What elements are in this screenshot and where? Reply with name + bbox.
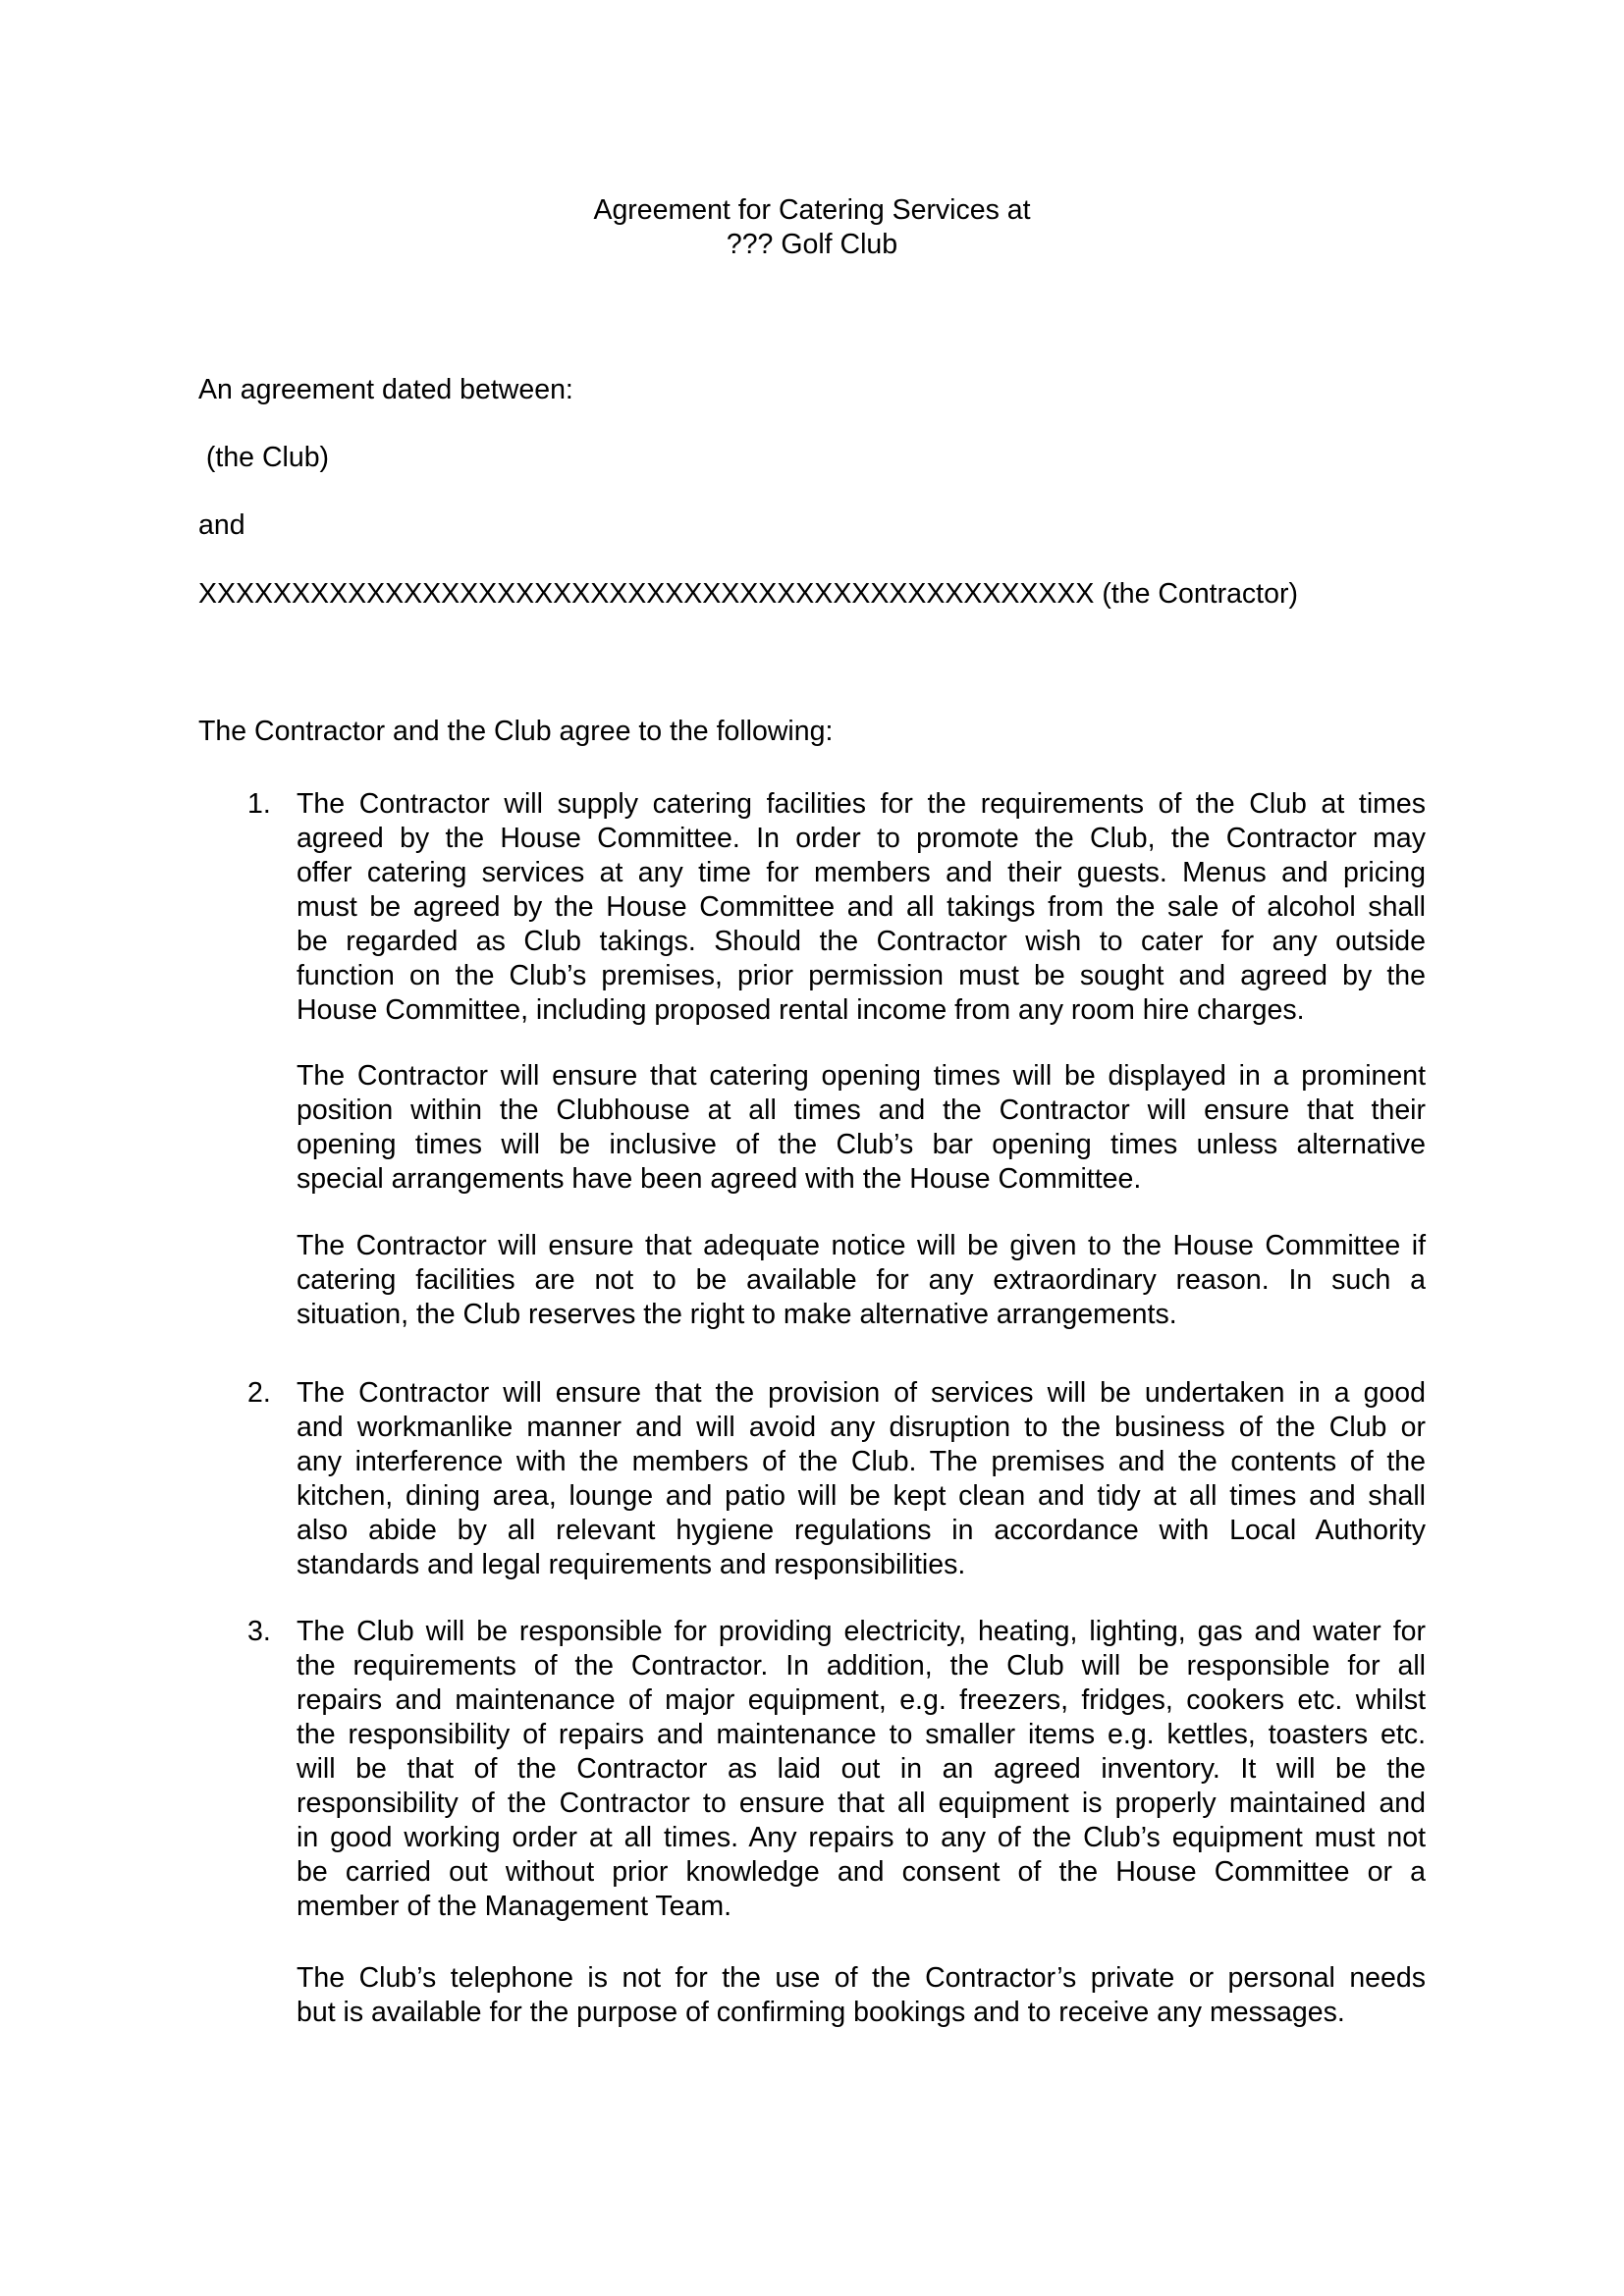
title-line-1: Agreement for Catering Services at: [593, 194, 1031, 226]
text-line: the requirements of the Contractor. In addition, the Club will be responsible for all: [297, 1650, 1426, 1682]
text-line: agreed by the House Committee. In order to promote the Club, the Contractor may: [297, 823, 1426, 854]
text-line: the responsibility of repairs and maintenance to smaller items e.g. kettles, toasters etc.: [297, 1719, 1426, 1750]
text-line: The Club’s telephone is not for the use of the Contractor’s private or personal needs: [297, 1962, 1426, 1994]
text-line: function on the Club’s premises, prior permission must be sought and agreed by the: [297, 960, 1426, 991]
text-line: must be agreed by the House Committee and all takings from the sale of alcohol shall: [297, 891, 1426, 923]
text-line: position within the Clubhouse at all times and the Contractor will ensure that their: [297, 1095, 1426, 1126]
item-3-number: 3.: [247, 1616, 271, 1647]
intro-text: An agreement dated between:: [198, 374, 573, 405]
item-2-number: 2.: [247, 1377, 271, 1409]
text-line: standards and legal requirements and responsibilities.: [297, 1549, 966, 1580]
text-line: also abide by all relevant hygiene regulations in accordance with Local Authority: [297, 1515, 1426, 1546]
text-line: in good working order at all times. Any repairs to any of the Club’s equipment must not: [297, 1822, 1426, 1853]
text-line: situation, the Club reserves the right to make alternative arrangements.: [297, 1299, 1177, 1330]
text-line: The Contractor will ensure that the provision of services will be undertaken in a good: [297, 1377, 1426, 1409]
text-line: The Club will be responsible for providing electricity, heating, lighting, gas and water for: [297, 1616, 1426, 1647]
text-line: repairs and maintenance of major equipment, e.g. freezers, fridges, cookers etc. whilst: [297, 1684, 1426, 1716]
title-line-2: ??? Golf Club: [726, 229, 898, 260]
text-line: be carried out without prior knowledge and consent of the House Committee or a: [297, 1856, 1426, 1888]
text-line: catering facilities are not to be available for any extraordinary reason. In such a: [297, 1264, 1426, 1296]
party-club: (the Club): [198, 442, 330, 473]
item-1-paragraph-2: [297, 1059, 1426, 1197]
item-2-paragraph-1: [297, 1376, 1426, 1582]
text-line: be regarded as Club takings. Should the Contractor wish to cater for any outside: [297, 926, 1426, 957]
text-line: member of the Management Team.: [297, 1891, 732, 1922]
text-line: kitchen, dining area, lounge and patio will be kept clean and tidy at all times and shall: [297, 1480, 1426, 1512]
party-contractor: XXXXXXXXXXXXXXXXXXXXXXXXXXXXXXXXXXXXXXXXXXXXXXXX (the Contractor): [198, 578, 1298, 610]
item-1-paragraph-1: [297, 787, 1426, 1028]
text-line: special arrangements have been agreed with the House Committee.: [297, 1163, 1142, 1195]
item-3-paragraph-2: [297, 1961, 1426, 2030]
text-line: offer catering services at any time for members and their guests. Menus and pricing: [297, 857, 1426, 888]
text-line: will be that of the Contractor as laid out in an agreed inventory. It will be the: [297, 1753, 1426, 1785]
and-text: and: [198, 509, 245, 541]
text-line: The Contractor will ensure that catering opening times will be displayed in a prominent: [297, 1060, 1426, 1092]
item-1-paragraph-3: [297, 1229, 1426, 1332]
text-line: opening times will be inclusive of the Club’s bar opening times unless alternative: [297, 1129, 1426, 1160]
item-1-number: 1.: [247, 788, 271, 820]
text-line: The Contractor will supply catering facilities for the requirements of the Club at times: [297, 788, 1426, 820]
item-3-paragraph-1: [297, 1615, 1426, 1924]
text-line: and workmanlike manner and will avoid any disruption to the business of the Club or: [297, 1412, 1426, 1443]
text-line: The Contractor will ensure that adequate notice will be given to the House Committee if: [297, 1230, 1426, 1261]
text-line: but is available for the purpose of confirming bookings and to receive any messages.: [297, 1997, 1345, 2028]
text-line: any interference with the members of the Club. The premises and the contents of the: [297, 1446, 1426, 1477]
agree-heading: The Contractor and the Club agree to the following:: [198, 716, 834, 747]
document-title: [0, 193, 1624, 262]
text-line: responsibility of the Contractor to ensure that all equipment is properly maintained and: [297, 1788, 1426, 1819]
text-line: House Committee, including proposed rental income from any room hire charges.: [297, 994, 1305, 1026]
